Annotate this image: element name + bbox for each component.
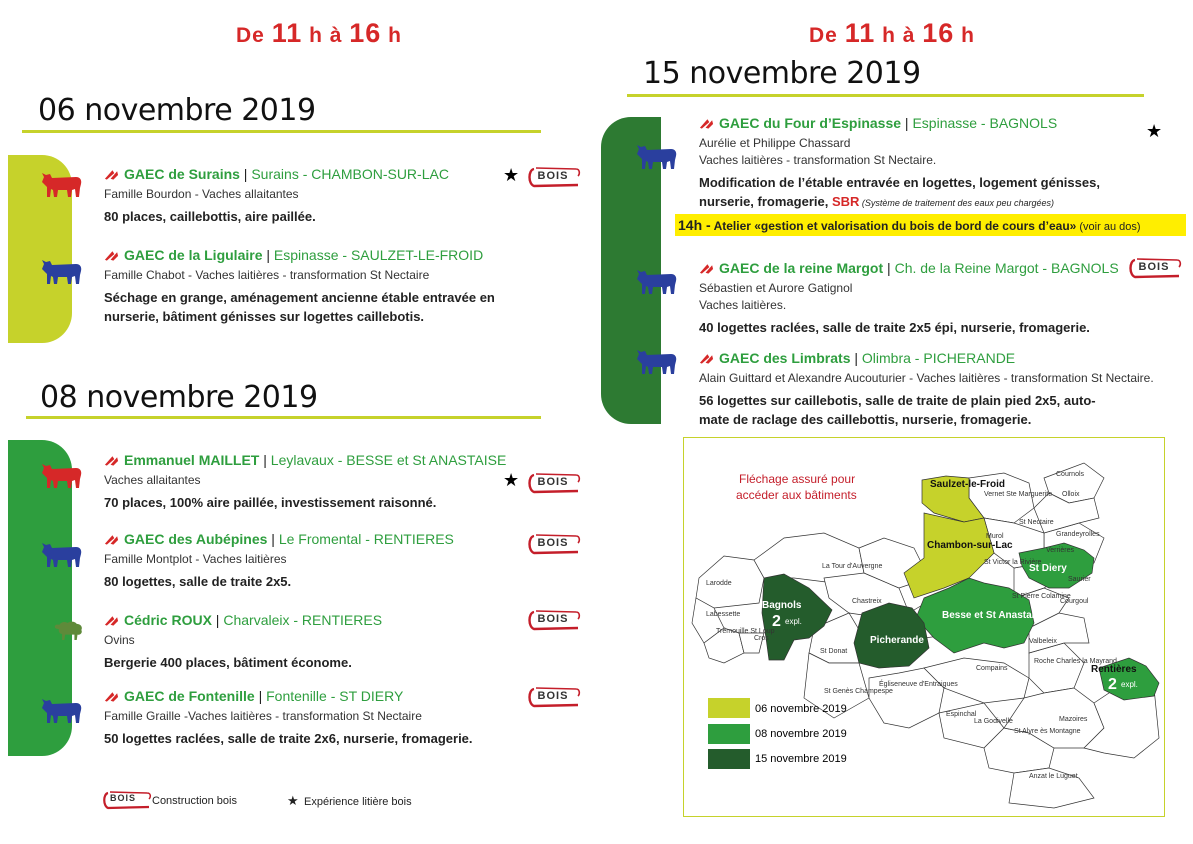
sep: | <box>211 612 224 628</box>
map-label: Labessette <box>706 611 741 618</box>
map-label: Larodde <box>706 580 732 587</box>
legend-bois-text: Construction bois <box>152 795 237 807</box>
farm-title <box>104 612 382 629</box>
bois-label: BOIS <box>537 690 569 702</box>
map-label: Cros <box>754 635 769 642</box>
sep: | <box>254 688 267 704</box>
farm-title <box>104 452 506 469</box>
map-label: Olloix <box>1062 491 1080 498</box>
bois-badge <box>526 472 580 494</box>
sep: | <box>267 531 279 547</box>
date-heading-06: 06 novembre 2019 <box>38 93 316 128</box>
star-icon: ★ <box>503 165 520 185</box>
hours-h: h <box>961 24 975 47</box>
farm-title <box>104 166 449 183</box>
sep: | <box>259 452 271 468</box>
farm-name: GAEC de Surains <box>124 166 240 182</box>
hours-h-a: h à <box>309 24 343 47</box>
farm-location: Espinasse - SAULZET-LE-FROID <box>273 247 484 263</box>
farm-description: 50 logettes raclées, salle de traite 2x6, nurserie, fromagerie. <box>104 731 473 746</box>
farm-name: Emmanuel MAILLET <box>124 452 260 468</box>
map-label-chambon: Chambon-sur-Lac <box>927 540 1013 551</box>
farm-owner: Famille Montplot - Vaches laitières <box>104 552 287 566</box>
desc-text: nurserie, fromagerie, <box>699 194 832 209</box>
cow-blue-icon <box>634 266 680 296</box>
farm-name: GAEC de la Ligulaire <box>124 247 263 263</box>
hours-end: 16 <box>922 18 955 48</box>
farm-location: Le Fromental - RENTIERES <box>278 531 454 547</box>
map-label: La Tour d'Auvergne <box>822 563 883 570</box>
hours-h-a: h à <box>882 24 916 47</box>
bois-label: BOIS <box>537 613 569 625</box>
farm-owner: Famille Bourdon - Vaches allaitantes <box>104 187 299 201</box>
bois-badge <box>526 609 580 631</box>
sbr-label: SBR <box>831 194 860 209</box>
map-label: Trémouille St Loup <box>716 628 775 635</box>
map-label: St Nectaire <box>1019 519 1054 526</box>
map-label: St Alyre ès Montagne <box>1014 728 1081 735</box>
farm-title <box>104 688 473 705</box>
legend-swatch-15 <box>708 749 750 769</box>
map-note-2: accéder aux bâtiments <box>736 488 857 502</box>
farm-location: Espinasse - BAGNOLS <box>912 115 1058 131</box>
farm-type: Vaches laitières - transformation St Nectaire. <box>699 153 937 167</box>
cow-red-icon <box>39 169 85 199</box>
farm-description: Séchage en grange, aménagement ancienne étable entravée en <box>104 290 495 305</box>
cow-blue-icon <box>39 256 85 286</box>
map-label: Mazoires <box>1059 716 1088 723</box>
farm-aubepines <box>104 531 454 591</box>
farm-title <box>699 115 1100 132</box>
map-label-bagnols: Bagnols <box>762 600 802 611</box>
map-label: Roche Charles la Mayrand <box>1034 658 1117 665</box>
date-heading-08: 08 novembre 2019 <box>40 380 318 415</box>
farm-surains <box>104 166 449 226</box>
bois-badge <box>526 686 580 708</box>
farm-description: 80 places, caillebottis, aire paillée. <box>104 209 316 224</box>
hours-end: 16 <box>349 18 382 48</box>
farm-description: 56 logettes sur caillebotis, salle de traite de plain pied 2x5, auto- <box>699 393 1096 408</box>
farm-location: Surains - CHAMBON-SUR-LAC <box>251 166 449 182</box>
map-note-1: Fléchage assuré pour <box>739 472 856 486</box>
atelier-note: (voir au dos) <box>1076 221 1141 233</box>
hours-right <box>809 18 975 49</box>
map-label: Verrières <box>1046 547 1075 554</box>
map-label-rentieres-count: 2 <box>1108 676 1117 693</box>
farm-four-espinasse <box>699 115 1100 213</box>
atelier-text: Atelier «gestion et valorisation du bois de bord de cours d’eau» <box>710 219 1077 233</box>
legend-swatch-08 <box>708 724 750 744</box>
arrow-mark-icon <box>699 117 714 129</box>
farm-owner: Sébastien et Aurore Gatignol <box>699 281 853 295</box>
map-label: St Donat <box>820 648 848 655</box>
bois-badge <box>526 533 580 555</box>
sbr-note: (Système de traitement des eaux peu chargées) <box>859 198 1055 208</box>
star-icon: ★ <box>503 470 520 490</box>
sep: | <box>262 247 274 263</box>
farm-owner: Famille Graille -Vaches laitières - transformation St Nectaire <box>104 709 422 723</box>
farm-owner: Ovins <box>104 633 135 647</box>
hours-de: De <box>809 24 838 47</box>
farm-description: 70 places, 100% aire paillée, investissement raisonné. <box>104 495 437 510</box>
farm-location: Olimbra - PICHERANDE <box>861 350 1016 366</box>
legend-label-15: 15 novembre 2019 <box>755 753 847 765</box>
farm-name: GAEC des Aubépines <box>124 531 268 547</box>
farm-reine-margot <box>699 260 1119 337</box>
farm-name: Cédric ROUX <box>124 612 212 628</box>
map-label: St Victor la Rivière <box>984 559 1042 566</box>
bois-label: BOIS <box>537 476 569 488</box>
atelier-banner <box>675 214 1186 236</box>
farm-fontenille <box>104 688 473 748</box>
farm-type: Vaches laitières. <box>699 298 787 312</box>
arrow-mark-icon <box>104 533 119 545</box>
map-label: Grandeyrolles <box>1056 531 1100 538</box>
map-label: St Genès Champespe <box>824 688 893 695</box>
farm-name: GAEC des Limbrats <box>719 350 851 366</box>
map-label-saulzet: Saulzet-le-Froid <box>930 479 1006 490</box>
hours-de: De <box>236 24 265 47</box>
bois-legend-badge <box>101 790 151 810</box>
farm-title <box>104 531 454 548</box>
map-label-stdiery: St Diery <box>1029 563 1067 574</box>
cow-blue-icon <box>634 346 680 376</box>
farm-title <box>699 260 1119 277</box>
cow-blue-icon <box>634 141 680 171</box>
cow-blue-icon <box>39 695 85 725</box>
arrow-mark-icon <box>104 454 119 466</box>
bois-badge <box>526 166 580 188</box>
atelier-time: 14h - <box>678 217 711 233</box>
arrow-mark-icon <box>104 249 119 261</box>
hours-start: 11 <box>844 18 876 48</box>
legend-label-06: 06 novembre 2019 <box>755 703 847 715</box>
sep: | <box>901 115 913 131</box>
farm-name: GAEC de la reine Margot <box>719 260 884 276</box>
map-label: Compains <box>976 665 1008 672</box>
legend-swatch-06 <box>708 698 750 718</box>
map-label: Murol <box>986 533 1004 540</box>
map-label: St Pierre Colamine <box>1012 593 1071 600</box>
farm-name: GAEC de Fontenille <box>124 688 255 704</box>
hours-h: h <box>388 24 402 47</box>
farm-name: GAEC du Four d’Espinasse <box>719 115 902 131</box>
farm-location: Leylavaux - BESSE et St ANASTAISE <box>270 452 507 468</box>
farm-description: Bergerie 400 places, bâtiment économe. <box>104 655 352 670</box>
star-icon: ★ <box>1146 121 1163 141</box>
bois-label: BOIS <box>1138 261 1170 273</box>
rule-06 <box>22 130 541 133</box>
arrow-mark-icon <box>104 614 119 626</box>
farm-location: Ch. de la Reine Margot - BAGNOLS <box>894 260 1119 276</box>
map-label: Vernet Ste Marguerite <box>984 491 1053 498</box>
arrow-mark-icon <box>699 262 714 274</box>
legend-star-text: Expérience litière bois <box>304 796 412 808</box>
farm-limbrats <box>699 350 1154 429</box>
farm-description: 80 logettes, salle de traite 2x5. <box>104 574 292 589</box>
farm-description-2: mate de raclage des caillebottis, nurserie, fromagerie. <box>699 412 1032 427</box>
bois-label: BOIS <box>537 170 569 182</box>
map-label-expl: expl. <box>785 617 802 626</box>
legend-star-icon: ★ <box>287 793 299 808</box>
arrow-mark-icon <box>104 168 119 180</box>
bois-label: BOIS <box>537 537 569 549</box>
hours-left <box>236 18 402 49</box>
sep: | <box>883 260 895 276</box>
map-label: Courgoul <box>1060 598 1089 605</box>
farm-owner: Famille Chabot - Vaches laitières - transformation St Nectaire <box>104 268 430 282</box>
map-label: Valbeleix <box>1029 638 1057 645</box>
bois-badge <box>1127 257 1181 279</box>
map-label: Anzat le Luguet <box>1029 773 1078 780</box>
farm-title <box>104 247 495 264</box>
sep: | <box>239 166 252 182</box>
rule-15 <box>627 94 1144 97</box>
rule-08 <box>26 416 541 419</box>
date-heading-15: 15 novembre 2019 <box>643 56 921 91</box>
map-label-besse: Besse et St Anastaise <box>942 610 1046 621</box>
farm-description: Modification de l’étable entravée en logettes, logement génisses, <box>699 175 1100 190</box>
farm-description-2 <box>699 192 1100 213</box>
cow-blue-icon <box>39 539 85 569</box>
map-label-expl: expl. <box>1121 680 1138 689</box>
farm-title <box>699 350 1154 367</box>
map-label: Chastreix <box>852 598 882 605</box>
map-label: La Godivelle <box>974 718 1013 725</box>
hours-start: 11 <box>271 18 303 48</box>
farm-roux <box>104 612 382 672</box>
cow-red-icon <box>39 460 85 490</box>
map-label: Saurier <box>1068 576 1091 583</box>
farm-owner: Vaches allaitantes <box>104 473 201 487</box>
farm-description: 40 logettes raclées, salle de traite 2x5 épi, nurserie, fromagerie. <box>699 320 1090 335</box>
map-svg <box>684 438 1164 816</box>
farm-location: Charvaleix - RENTIERES <box>223 612 383 628</box>
map-label-picherande: Picherande <box>870 635 924 646</box>
bois-label: BOIS <box>109 793 136 803</box>
map-label-rentieres: Rentières <box>1091 664 1137 675</box>
farm-owner: Aurélie et Philippe Chassard <box>699 136 851 150</box>
map-box <box>683 437 1165 817</box>
farm-owner: Alain Guittard et Alexandre Aucouturier - Vaches laitières - transformation St Nectaire. <box>699 371 1154 385</box>
map-label: Égliseneuve d'Entraigues <box>879 681 958 688</box>
map-label: Espinchal <box>946 711 977 718</box>
legend-label-08: 08 novembre 2019 <box>755 728 847 740</box>
farm-ligulaire <box>104 247 495 326</box>
farm-maillet <box>104 452 506 512</box>
farm-description-2: nurserie, bâtiment génisses sur logettes caillebotis. <box>104 309 425 324</box>
map-label-bagnols-count: 2 <box>772 613 781 630</box>
arrow-mark-icon <box>104 690 119 702</box>
map-label: Cournols <box>1056 471 1085 478</box>
sep: | <box>850 350 862 366</box>
arrow-mark-icon <box>699 352 714 364</box>
farm-location: Fontenille - ST DIERY <box>266 688 404 704</box>
sheep-icon <box>52 618 86 642</box>
